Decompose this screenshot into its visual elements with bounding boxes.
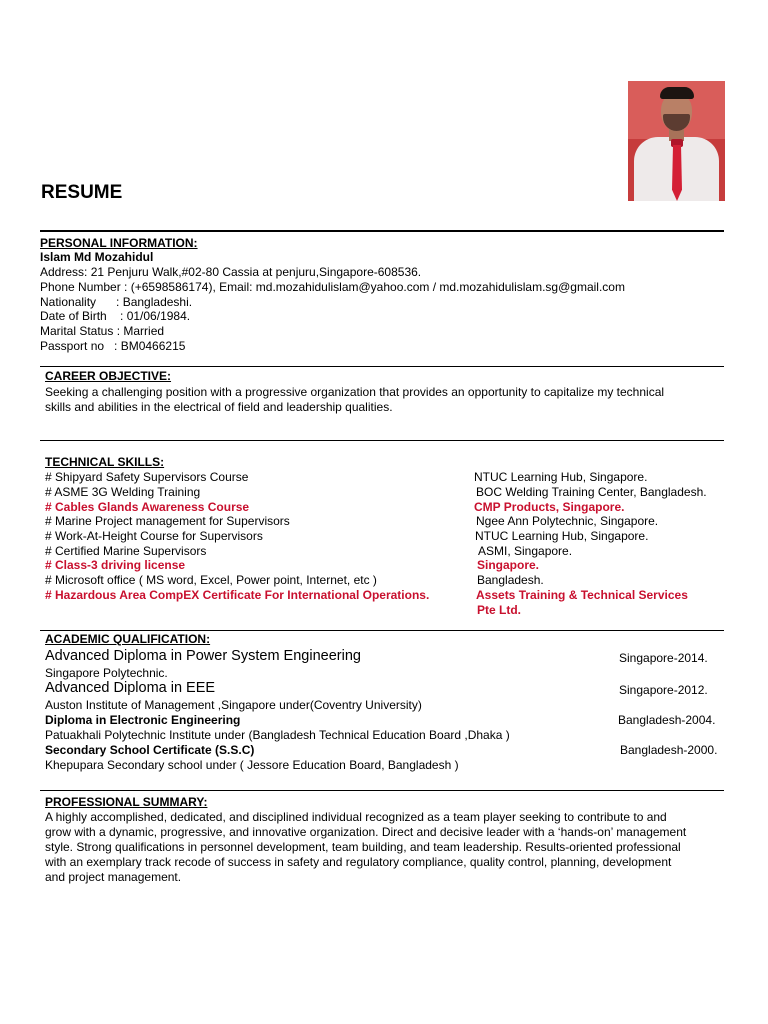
skill-provider: NTUC Learning Hub, Singapore. [474,470,648,484]
degree-place: Bangladesh-2000. [620,743,718,757]
objective-line: Seeking a challenging position with a progressive organization that provides an opportunity to capitalize my technical [45,385,665,399]
skill-provider: Singapore. [477,558,540,572]
phone-email: Phone Number : (+6598586174), Email: md.mozahidulislam@yahoo.com / md.mozahidulislam.sg@gmail.com [40,280,625,294]
degree-place: Singapore-2014. [619,651,708,665]
skills-heading: TECHNICAL SKILLS: [45,455,165,469]
skill-provider: BOC Welding Training Center, Bangladesh. [476,485,707,499]
degree: Secondary School Certificate (S.S.C) [45,743,255,757]
degree-place: Bangladesh-2004. [618,713,716,727]
passport-number: Passport no : BM0466215 [40,339,186,353]
skill-provider: CMP Products, Singapore. [474,500,625,514]
skill-course: # ASME 3G Welding Training [45,485,201,499]
divider [40,790,724,791]
skill-course: # Microsoft office ( MS word, Excel, Power point, Internet, etc ) [45,573,377,587]
profile-photo [628,81,725,201]
degree-place: Singapore-2012. [619,683,708,697]
degree: Diploma in Electronic Engineering [45,713,241,727]
institute: Khepupara Secondary school under ( Jessore Education Board, Bangladesh ) [45,758,459,772]
objective-heading: CAREER OBJECTIVE: [45,369,172,383]
divider [40,366,724,367]
institute: Singapore Polytechnic. [45,666,168,680]
divider [40,440,724,441]
institute: Patuakhali Polytechnic Institute under (Bangladesh Technical Education Board ,Dhaka ) [45,728,510,742]
summary-line: with an exemplary track recode of success in safety and regulatory compliance, quality control, planning, development [45,855,672,869]
skill-course: # Marine Project management for Supervisors [45,514,290,528]
skill-course: # Class-3 driving license [45,558,186,572]
summary-line: style. Strong qualifications in personnel development, team building, and team leadership. Results-oriented professional [45,840,681,854]
skill-course: # Certified Marine Supervisors [45,544,207,558]
marital-status: Marital Status : Married [40,324,165,338]
degree: Advanced Diploma in Power System Engineering [45,648,361,664]
skill-course: # Shipyard Safety Supervisors Course [45,470,249,484]
skill-provider: ASMI, Singapore. [478,544,573,558]
resume-title: RESUME [41,182,123,203]
skill-course: # Hazardous Area CompEX Certificate For International Operations. [45,588,430,602]
degree: Advanced Diploma in EEE [45,680,216,696]
full-name: Islam Md Mozahidul [40,250,154,264]
academic-heading: ACADEMIC QUALIFICATION: [45,632,211,646]
divider [40,230,724,232]
summary-line: A highly accomplished, dedicated, and disciplined individual recognized as a team player seeking to contribute to and [45,810,667,824]
skill-provider: Bangladesh. [477,573,544,587]
divider [40,630,724,631]
summary-line: and project management. [45,870,182,884]
skill-provider: Ngee Ann Polytechnic, Singapore. [476,514,659,528]
personal-heading: PERSONAL INFORMATION: [40,236,198,250]
nationality: Nationality : Bangladeshi. [40,295,193,309]
skill-provider: Pte Ltd. [477,603,521,617]
skill-course: # Cables Glands Awareness Course [45,500,250,514]
objective-line: skills and abilities in the electrical of field and leadership qualities. [45,400,393,414]
date-of-birth: Date of Birth : 01/06/1984. [40,309,191,323]
skill-course: # Work-At-Height Course for Supervisors [45,529,263,543]
skill-provider: NTUC Learning Hub, Singapore. [475,529,649,543]
summary-line: grow with a dynamic, progressive, and innovative organization. Direct and decisive leader with a ‘hands-on’ management [45,825,687,839]
address: Address: 21 Penjuru Walk,#02-80 Cassia at penjuru,Singapore-608536. [40,265,422,279]
skill-provider: Assets Training & Technical Services [476,588,688,602]
summary-heading: PROFESSIONAL SUMMARY: [45,795,208,809]
institute: Auston Institute of Management ,Singapore under(Coventry University) [45,698,422,712]
